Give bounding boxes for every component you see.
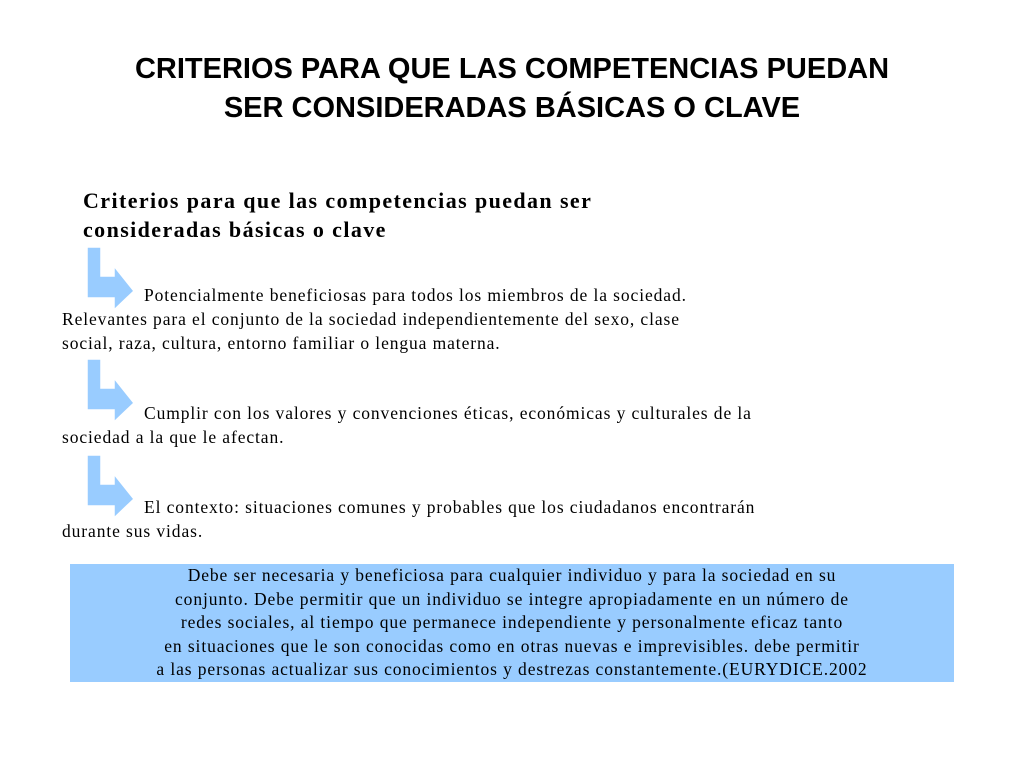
page-title (40, 50, 984, 128)
highlight-line-3: redes sociales, al tiempo que permanece independiente y personalmente eficaz tanto (180, 612, 844, 632)
criterion-2-line-2: sociedad a la que le afectan. (62, 427, 285, 447)
highlight-line-1: Debe ser necesaria y beneficiosa para cualquier individuo y para la sociedad en su (187, 565, 837, 585)
criterion-2 (62, 401, 962, 449)
criterion-3-line-1: El contexto: situaciones comunes y probables que los ciudadanos encontrarán (144, 497, 756, 517)
criterion-3-line-2: durante sus vidas. (62, 521, 204, 541)
subtitle-line-1: Criterios para que las competencias puedan ser (83, 188, 593, 213)
criterion-3 (62, 495, 962, 543)
subtitle-line-2: consideradas básicas o clave (83, 217, 387, 242)
highlight-line-4: en situaciones que le son conocidas como en otras nuevas e imprevisibles. debe permitir (164, 635, 860, 656)
criterion-1 (62, 283, 962, 355)
page-title-line-1: CRITERIOS PARA QUE LAS COMPETENCIAS PUEDAN (134, 53, 890, 85)
highlight-quote (48, 564, 976, 682)
criterion-1-line-2: Relevantes para el conjunto de la sociedad independientemente del sexo, clase (62, 309, 680, 329)
section-subtitle (83, 186, 592, 244)
criterion-1-line-1: Potencialmente beneficiosas para todos los miembros de la sociedad. (144, 285, 687, 305)
highlight-line-2: conjunto. Debe permitir que un individuo se integre apropiadamente en un número de (175, 588, 849, 609)
highlight-line-5: a las personas actualizar sus conocimientos y destrezas constantemente.(EURYDICE.2002 (156, 659, 868, 679)
criterion-2-line-1: Cumplir con los valores y convenciones éticas, económicas y culturales de la (144, 403, 752, 423)
page-title-line-2: SER CONSIDERADAS BÁSICAS O CLAVE (223, 92, 801, 124)
criterion-1-line-3: social, raza, cultura, entorno familiar o lengua materna. (62, 333, 501, 353)
